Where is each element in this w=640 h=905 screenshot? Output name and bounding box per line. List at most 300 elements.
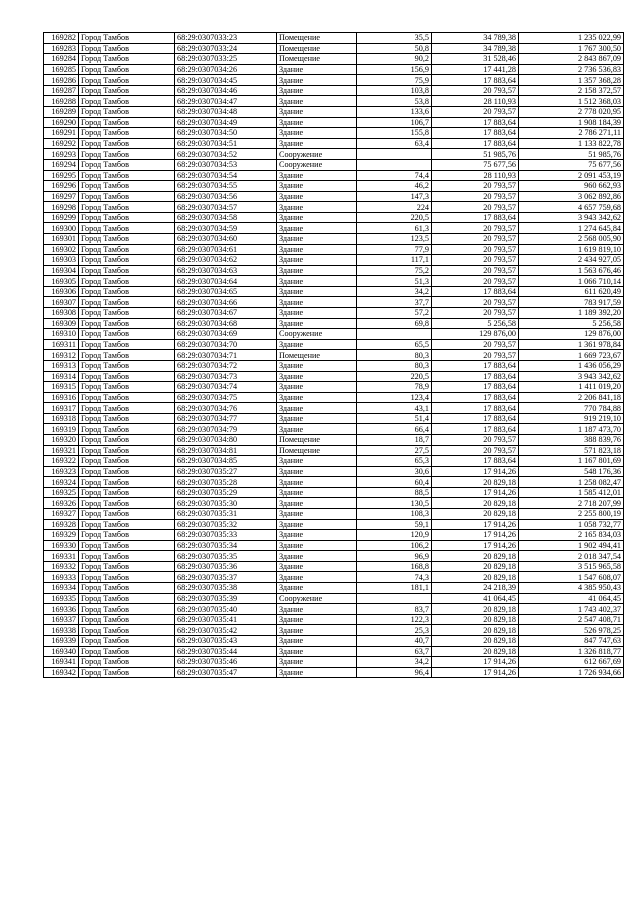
area-cell: 80,3	[357, 360, 432, 371]
cadastral-number-cell: 68:29:0307034:76	[175, 403, 277, 414]
city-cell: Город Тамбов	[79, 445, 175, 456]
row-number-cell: 169298	[44, 202, 79, 213]
city-cell: Город Тамбов	[79, 107, 175, 118]
city-cell: Город Тамбов	[79, 33, 175, 44]
cadastral-number-cell: 68:29:0307033:24	[175, 43, 277, 54]
city-cell: Город Тамбов	[79, 159, 175, 170]
area-cell	[357, 149, 432, 160]
unit-value-cell: 20 793,57	[432, 255, 519, 266]
row-number-cell: 169308	[44, 308, 79, 319]
area-cell: 74,3	[357, 572, 432, 583]
cadastral-number-cell: 68:29:0307035:42	[175, 625, 277, 636]
table-row	[44, 509, 624, 520]
table-row	[44, 329, 624, 340]
object-type-cell: Здание	[277, 371, 357, 382]
cadastral-number-cell: 68:29:0307034:70	[175, 339, 277, 350]
area-cell: 51,3	[357, 276, 432, 287]
unit-value-cell: 20 829,18	[432, 625, 519, 636]
city-cell: Город Тамбов	[79, 657, 175, 668]
row-number-cell: 169292	[44, 138, 79, 149]
table-row	[44, 181, 624, 192]
unit-value-cell: 20 829,18	[432, 572, 519, 583]
unit-value-cell: 129 876,00	[432, 329, 519, 340]
row-number-cell: 169334	[44, 583, 79, 594]
unit-value-cell: 20 829,18	[432, 498, 519, 509]
table-row	[44, 424, 624, 435]
cadastral-number-cell: 68:29:0307035:46	[175, 657, 277, 668]
cadastral-value-cell: 2 255 800,19	[519, 509, 624, 520]
table-row	[44, 297, 624, 308]
area-cell: 133,6	[357, 107, 432, 118]
city-cell: Город Тамбов	[79, 413, 175, 424]
row-number-cell: 169325	[44, 487, 79, 498]
cadastral-value-cell: 1 066 710,14	[519, 276, 624, 287]
cadastral-value-cell: 41 064,45	[519, 593, 624, 604]
area-cell: 123,5	[357, 233, 432, 244]
object-type-cell: Здание	[277, 509, 357, 520]
area-cell: 51,4	[357, 413, 432, 424]
unit-value-cell: 17 914,26	[432, 487, 519, 498]
city-cell: Город Тамбов	[79, 255, 175, 266]
area-cell: 65,5	[357, 339, 432, 350]
unit-value-cell: 17 883,64	[432, 392, 519, 403]
city-cell: Город Тамбов	[79, 308, 175, 319]
cadastral-number-cell: 68:29:0307035:39	[175, 593, 277, 604]
cadastral-value-cell: 4 385 950,43	[519, 583, 624, 594]
cadastral-number-cell: 68:29:0307034:64	[175, 276, 277, 287]
area-cell: 122,3	[357, 614, 432, 625]
object-type-cell: Здание	[277, 392, 357, 403]
cadastral-value-cell: 1 411 019,20	[519, 382, 624, 393]
object-type-cell: Здание	[277, 286, 357, 297]
cadastral-number-cell: 68:29:0307033:23	[175, 33, 277, 44]
cadastral-number-cell: 68:29:0307034:75	[175, 392, 277, 403]
row-number-cell: 169323	[44, 466, 79, 477]
unit-value-cell: 34 789,38	[432, 33, 519, 44]
row-number-cell: 169293	[44, 149, 79, 160]
row-number-cell: 169338	[44, 625, 79, 636]
cadastral-number-cell: 68:29:0307034:53	[175, 159, 277, 170]
row-number-cell: 169339	[44, 635, 79, 646]
cadastral-number-cell: 68:29:0307034:60	[175, 233, 277, 244]
unit-value-cell: 20 793,57	[432, 107, 519, 118]
object-type-cell: Здание	[277, 212, 357, 223]
cadastral-number-cell: 68:29:0307034:71	[175, 350, 277, 361]
object-type-cell: Здание	[277, 487, 357, 498]
row-number-cell: 169290	[44, 117, 79, 128]
city-cell: Город Тамбов	[79, 604, 175, 615]
row-number-cell: 169282	[44, 33, 79, 44]
row-number-cell: 169301	[44, 233, 79, 244]
cadastral-number-cell: 68:29:0307035:32	[175, 519, 277, 530]
unit-value-cell: 17 441,28	[432, 64, 519, 75]
area-cell: 35,5	[357, 33, 432, 44]
table-row	[44, 551, 624, 562]
cadastral-number-cell: 68:29:0307034:49	[175, 117, 277, 128]
unit-value-cell: 20 793,57	[432, 308, 519, 319]
object-type-cell: Здание	[277, 117, 357, 128]
object-type-cell: Здание	[277, 572, 357, 583]
row-number-cell: 169288	[44, 96, 79, 107]
cadastral-value-cell: 1 361 978,84	[519, 339, 624, 350]
area-cell: 90,2	[357, 54, 432, 65]
table-row	[44, 614, 624, 625]
row-number-cell: 169330	[44, 540, 79, 551]
object-type-cell: Здание	[277, 96, 357, 107]
cadastral-value-cell: 1 726 934,66	[519, 667, 624, 678]
object-type-cell: Здание	[277, 276, 357, 287]
area-cell: 156,9	[357, 64, 432, 75]
city-cell: Город Тамбов	[79, 456, 175, 467]
row-number-cell: 169283	[44, 43, 79, 54]
table-row	[44, 117, 624, 128]
cadastral-value-cell: 1 563 676,46	[519, 265, 624, 276]
cadastral-number-cell: 68:29:0307035:34	[175, 540, 277, 551]
city-cell: Город Тамбов	[79, 403, 175, 414]
unit-value-cell: 17 914,26	[432, 540, 519, 551]
object-type-cell: Здание	[277, 64, 357, 75]
cadastral-number-cell: 68:29:0307035:40	[175, 604, 277, 615]
cadastral-number-cell: 68:29:0307034:46	[175, 85, 277, 96]
cadastral-value-cell: 783 917,59	[519, 297, 624, 308]
cadastral-number-cell: 68:29:0307034:59	[175, 223, 277, 234]
cadastral-number-cell: 68:29:0307033:25	[175, 54, 277, 65]
row-number-cell: 169289	[44, 107, 79, 118]
cadastral-number-cell: 68:29:0307034:63	[175, 265, 277, 276]
area-cell: 78,9	[357, 382, 432, 393]
table-row	[44, 371, 624, 382]
table-row	[44, 350, 624, 361]
object-type-cell: Здание	[277, 181, 357, 192]
table-row	[44, 625, 624, 636]
city-cell: Город Тамбов	[79, 318, 175, 329]
table-row	[44, 107, 624, 118]
area-cell: 60,4	[357, 477, 432, 488]
area-cell: 63,7	[357, 646, 432, 657]
table-row	[44, 540, 624, 551]
table-row	[44, 498, 624, 509]
cadastral-number-cell: 68:29:0307034:51	[175, 138, 277, 149]
cadastral-value-cell: 960 662,93	[519, 181, 624, 192]
area-cell: 83,7	[357, 604, 432, 615]
city-cell: Город Тамбов	[79, 530, 175, 541]
city-cell: Город Тамбов	[79, 223, 175, 234]
table-row	[44, 276, 624, 287]
cadastral-number-cell: 68:29:0307035:44	[175, 646, 277, 657]
area-cell: 43,1	[357, 403, 432, 414]
cadastral-number-cell: 68:29:0307035:35	[175, 551, 277, 562]
table-row	[44, 635, 624, 646]
unit-value-cell: 17 883,64	[432, 286, 519, 297]
area-cell: 18,7	[357, 434, 432, 445]
table-row	[44, 308, 624, 319]
cadastral-number-cell: 68:29:0307034:26	[175, 64, 277, 75]
cadastral-value-cell: 1 908 184,39	[519, 117, 624, 128]
object-type-cell: Помещение	[277, 350, 357, 361]
cadastral-number-cell: 68:29:0307034:66	[175, 297, 277, 308]
table-row	[44, 265, 624, 276]
cadastral-number-cell: 68:29:0307035:30	[175, 498, 277, 509]
table-row	[44, 667, 624, 678]
object-type-cell: Здание	[277, 477, 357, 488]
table-row	[44, 477, 624, 488]
row-number-cell: 169336	[44, 604, 79, 615]
cadastral-value-cell: 2 018 347,54	[519, 551, 624, 562]
row-number-cell: 169329	[44, 530, 79, 541]
object-type-cell: Помещение	[277, 33, 357, 44]
unit-value-cell: 20 829,18	[432, 635, 519, 646]
table-row	[44, 339, 624, 350]
unit-value-cell: 17 883,64	[432, 371, 519, 382]
city-cell: Город Тамбов	[79, 646, 175, 657]
row-number-cell: 169285	[44, 64, 79, 75]
city-cell: Город Тамбов	[79, 149, 175, 160]
object-type-cell: Здание	[277, 466, 357, 477]
table-row	[44, 233, 624, 244]
object-type-cell: Здание	[277, 498, 357, 509]
row-number-cell: 169294	[44, 159, 79, 170]
object-type-cell: Здание	[277, 339, 357, 350]
row-number-cell: 169310	[44, 329, 79, 340]
object-type-cell: Сооружение	[277, 329, 357, 340]
cadastral-value-cell: 2 434 927,05	[519, 255, 624, 266]
table-row	[44, 604, 624, 615]
row-number-cell: 169337	[44, 614, 79, 625]
row-number-cell: 169305	[44, 276, 79, 287]
object-type-cell: Помещение	[277, 434, 357, 445]
area-cell: 108,3	[357, 509, 432, 520]
object-type-cell: Здание	[277, 519, 357, 530]
cadastral-number-cell: 68:29:0307035:37	[175, 572, 277, 583]
cadastral-number-cell: 68:29:0307035:47	[175, 667, 277, 678]
unit-value-cell: 24 218,39	[432, 583, 519, 594]
object-type-cell: Здание	[277, 75, 357, 86]
row-number-cell: 169326	[44, 498, 79, 509]
area-cell: 57,2	[357, 308, 432, 319]
area-cell: 66,4	[357, 424, 432, 435]
unit-value-cell: 75 677,56	[432, 159, 519, 170]
unit-value-cell: 20 793,57	[432, 276, 519, 287]
table-row	[44, 572, 624, 583]
cadastral-value-cell: 611 620,49	[519, 286, 624, 297]
cadastral-value-cell: 2 568 005,90	[519, 233, 624, 244]
row-number-cell: 169340	[44, 646, 79, 657]
city-cell: Город Тамбов	[79, 85, 175, 96]
city-cell: Город Тамбов	[79, 614, 175, 625]
cadastral-value-table	[43, 32, 624, 678]
table-row	[44, 75, 624, 86]
city-cell: Город Тамбов	[79, 244, 175, 255]
cadastral-value-cell: 1 189 392,20	[519, 308, 624, 319]
city-cell: Город Тамбов	[79, 540, 175, 551]
table-row	[44, 286, 624, 297]
city-cell: Город Тамбов	[79, 117, 175, 128]
row-number-cell: 169342	[44, 667, 79, 678]
object-type-cell: Сооружение	[277, 593, 357, 604]
cadastral-value-cell: 526 978,25	[519, 625, 624, 636]
table-row	[44, 33, 624, 44]
cadastral-value-cell: 2 206 841,18	[519, 392, 624, 403]
unit-value-cell: 20 793,57	[432, 244, 519, 255]
unit-value-cell: 20 829,18	[432, 551, 519, 562]
city-cell: Город Тамбов	[79, 583, 175, 594]
unit-value-cell: 34 789,38	[432, 43, 519, 54]
cadastral-value-cell: 1 669 723,67	[519, 350, 624, 361]
object-type-cell: Здание	[277, 297, 357, 308]
city-cell: Город Тамбов	[79, 75, 175, 86]
city-cell: Город Тамбов	[79, 96, 175, 107]
cadastral-number-cell: 68:29:0307035:29	[175, 487, 277, 498]
object-type-cell: Здание	[277, 128, 357, 139]
area-cell: 46,2	[357, 181, 432, 192]
row-number-cell: 169321	[44, 445, 79, 456]
cadastral-value-cell: 770 784,88	[519, 403, 624, 414]
table-row	[44, 54, 624, 65]
cadastral-number-cell: 68:29:0307034:52	[175, 149, 277, 160]
city-cell: Город Тамбов	[79, 43, 175, 54]
object-type-cell: Здание	[277, 540, 357, 551]
object-type-cell: Здание	[277, 646, 357, 657]
unit-value-cell: 20 829,18	[432, 509, 519, 520]
cadastral-value-cell: 1 258 082,47	[519, 477, 624, 488]
row-number-cell: 169331	[44, 551, 79, 562]
cadastral-value-cell: 51 985,76	[519, 149, 624, 160]
unit-value-cell: 17 883,64	[432, 424, 519, 435]
unit-value-cell: 17 883,64	[432, 360, 519, 371]
object-type-cell: Здание	[277, 265, 357, 276]
unit-value-cell: 20 793,57	[432, 202, 519, 213]
cadastral-value-cell: 129 876,00	[519, 329, 624, 340]
object-type-cell: Здание	[277, 625, 357, 636]
area-cell: 75,2	[357, 265, 432, 276]
cadastral-value-cell: 1 167 801,69	[519, 456, 624, 467]
cadastral-value-cell: 388 839,76	[519, 434, 624, 445]
area-cell: 74,4	[357, 170, 432, 181]
area-cell: 30,6	[357, 466, 432, 477]
unit-value-cell: 20 829,18	[432, 614, 519, 625]
row-number-cell: 169318	[44, 413, 79, 424]
cadastral-number-cell: 68:29:0307034:80	[175, 434, 277, 445]
cadastral-value-cell: 2 736 536,83	[519, 64, 624, 75]
unit-value-cell: 28 110,93	[432, 96, 519, 107]
area-cell: 96,4	[357, 667, 432, 678]
row-number-cell: 169335	[44, 593, 79, 604]
area-cell: 80,3	[357, 350, 432, 361]
object-type-cell: Здание	[277, 191, 357, 202]
table-row	[44, 487, 624, 498]
table-row	[44, 96, 624, 107]
area-cell: 65,3	[357, 456, 432, 467]
city-cell: Город Тамбов	[79, 181, 175, 192]
table-row	[44, 456, 624, 467]
cadastral-value-cell: 3 943 342,62	[519, 371, 624, 382]
cadastral-number-cell: 68:29:0307034:72	[175, 360, 277, 371]
unit-value-cell: 17 914,26	[432, 530, 519, 541]
row-number-cell: 169319	[44, 424, 79, 435]
cadastral-value-cell: 2 158 372,57	[519, 85, 624, 96]
row-number-cell: 169306	[44, 286, 79, 297]
cadastral-value-cell: 1 436 056,29	[519, 360, 624, 371]
city-cell: Город Тамбов	[79, 466, 175, 477]
table-row	[44, 223, 624, 234]
cadastral-number-cell: 68:29:0307034:67	[175, 308, 277, 319]
city-cell: Город Тамбов	[79, 635, 175, 646]
cadastral-number-cell: 68:29:0307034:50	[175, 128, 277, 139]
cadastral-number-cell: 68:29:0307034:48	[175, 107, 277, 118]
cadastral-value-cell: 2 091 453,19	[519, 170, 624, 181]
cadastral-value-cell: 1 357 368,28	[519, 75, 624, 86]
table-row	[44, 138, 624, 149]
cadastral-value-cell: 1 187 473,70	[519, 424, 624, 435]
cadastral-value-cell: 2 786 271,11	[519, 128, 624, 139]
unit-value-cell: 51 985,76	[432, 149, 519, 160]
row-number-cell: 169332	[44, 561, 79, 572]
city-cell: Город Тамбов	[79, 667, 175, 678]
cadastral-value-cell: 2 547 408,71	[519, 614, 624, 625]
cadastral-number-cell: 68:29:0307035:36	[175, 561, 277, 572]
table-row	[44, 149, 624, 160]
cadastral-number-cell: 68:29:0307034:74	[175, 382, 277, 393]
unit-value-cell: 17 883,64	[432, 128, 519, 139]
area-cell	[357, 593, 432, 604]
cadastral-number-cell: 68:29:0307034:61	[175, 244, 277, 255]
object-type-cell: Помещение	[277, 54, 357, 65]
area-cell: 106,2	[357, 540, 432, 551]
object-type-cell: Сооружение	[277, 149, 357, 160]
area-cell: 34,2	[357, 286, 432, 297]
object-type-cell: Здание	[277, 604, 357, 615]
unit-value-cell: 5 256,58	[432, 318, 519, 329]
city-cell: Город Тамбов	[79, 424, 175, 435]
city-cell: Город Тамбов	[79, 593, 175, 604]
cadastral-number-cell: 68:29:0307034:55	[175, 181, 277, 192]
area-cell: 106,7	[357, 117, 432, 128]
cadastral-number-cell: 68:29:0307034:68	[175, 318, 277, 329]
row-number-cell: 169299	[44, 212, 79, 223]
object-type-cell: Здание	[277, 107, 357, 118]
cadastral-value-cell: 1 902 494,41	[519, 540, 624, 551]
city-cell: Город Тамбов	[79, 138, 175, 149]
cadastral-number-cell: 68:29:0307035:38	[175, 583, 277, 594]
row-number-cell: 169296	[44, 181, 79, 192]
table-row	[44, 360, 624, 371]
row-number-cell: 169315	[44, 382, 79, 393]
cadastral-value-cell: 1 619 819,10	[519, 244, 624, 255]
unit-value-cell: 17 883,64	[432, 382, 519, 393]
area-cell: 69,8	[357, 318, 432, 329]
unit-value-cell: 41 064,45	[432, 593, 519, 604]
cadastral-number-cell: 68:29:0307035:43	[175, 635, 277, 646]
table-row	[44, 128, 624, 139]
cadastral-value-cell: 847 747,63	[519, 635, 624, 646]
cadastral-value-cell: 919 219,10	[519, 413, 624, 424]
area-cell: 88,5	[357, 487, 432, 498]
city-cell: Город Тамбов	[79, 276, 175, 287]
cadastral-value-cell: 1 326 818,77	[519, 646, 624, 657]
table-row	[44, 434, 624, 445]
object-type-cell: Здание	[277, 233, 357, 244]
table-row	[44, 392, 624, 403]
object-type-cell: Здание	[277, 456, 357, 467]
area-cell: 120,9	[357, 530, 432, 541]
row-number-cell: 169324	[44, 477, 79, 488]
unit-value-cell: 20 793,57	[432, 434, 519, 445]
city-cell: Город Тамбов	[79, 561, 175, 572]
cadastral-value-cell: 2 778 020,95	[519, 107, 624, 118]
object-type-cell: Здание	[277, 635, 357, 646]
area-cell: 130,5	[357, 498, 432, 509]
city-cell: Город Тамбов	[79, 191, 175, 202]
